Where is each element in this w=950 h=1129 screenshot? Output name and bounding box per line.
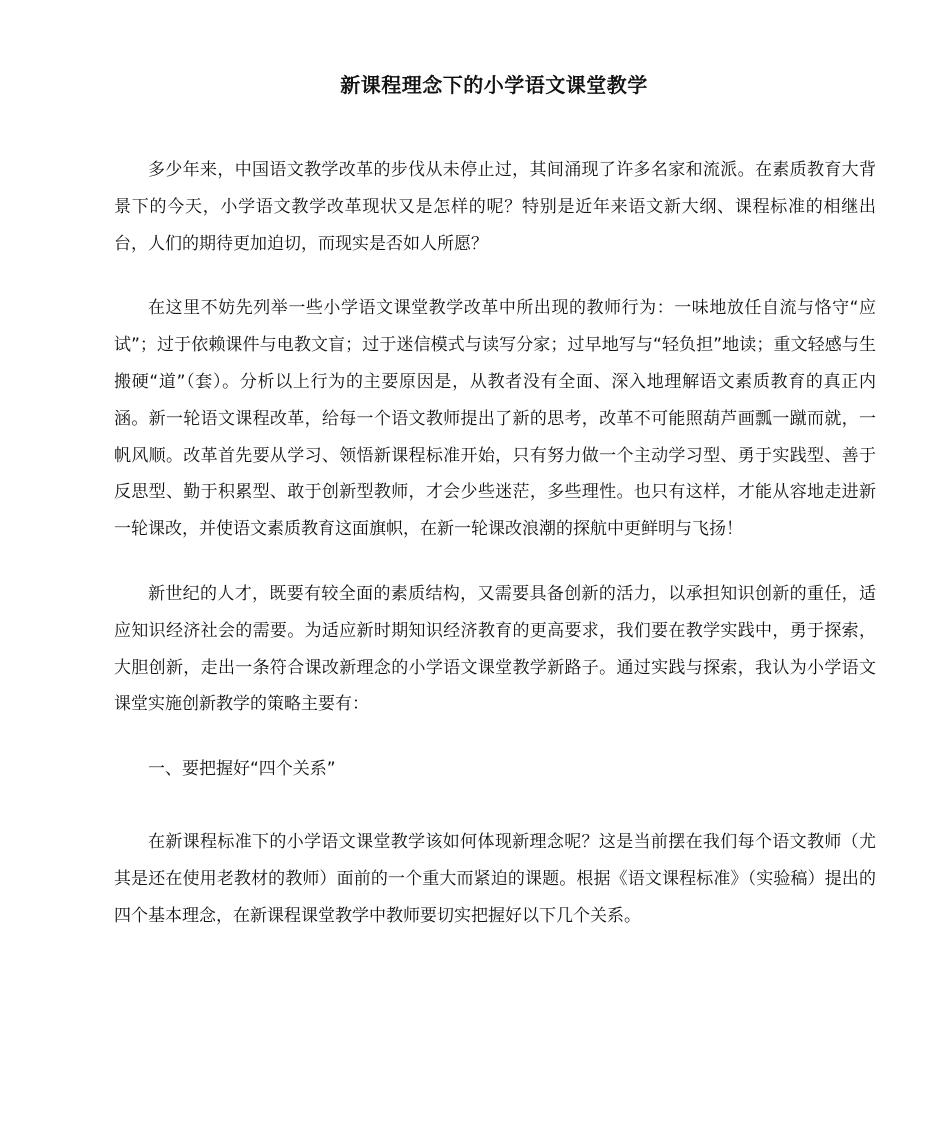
paragraph-innovation: 新世纪的人才，既要有较全面的素质结构，又需要具备创新的活力，以承担知识创新的重任，适应知识经济社会的需要。为适应新时期知识经济教育的更高要求，我们要在教学实践中，勇于探索，大胆创新，走出一条符合课改新理念的小学语文课堂教学新路子。通过实践与探索，我认为小学语文课堂实施创新教学的策略主要有： — [114, 583, 876, 715]
document-body — [114, 152, 876, 962]
document-title: 新课程理念下的小学语文课堂教学 — [340, 73, 648, 97]
paragraph-new-curriculum: 在新课程标准下的小学语文课堂教学该如何体现新理念呢？这是当前摆在我们每个语文教师（尤其是还在使用老教材的教师）面前的一个重大而紧迫的课题。根据《语文课程标准》（实验稿）提出的四个基本理念，在新课程课堂教学中教师要切实把握好以下几个关系。 — [114, 831, 876, 926]
paragraph-teacher-behaviors: 在这里不妨先列举一些小学语文课堂教学改革中所出现的教师行为：一味地放任自流与恪守“应试”；过于依赖课件与电教文盲；过于迷信模式与读写分家；过早地写与“轻负担”地读；重文轻感与生搬硬“道”（套）。分析以上行为的主要原因是，从教者没有全面、深入地理解语文素质教育的真正内涵。新一轮语文课程改革，给每一个语文教师提出了新的思考，改革不可能照葫芦画瓢一蹴而就，一帆风顺。改革首先要从学习、领悟新课程标准开始，只有努力做一个主动学习型、勇于实践型、善于反思型、勤于积累型、敢于创新型教师，才会少些迷茫，多些理性。也只有这样，才能从容地走进新一轮课改，并使语文素质教育这面旗帜，在新一轮课改浪潮的探航中更鲜明与飞扬！ — [114, 298, 876, 540]
section-heading-four-relations: 一、要把握好“四个关系” — [148, 759, 336, 780]
paragraph-intro: 多少年来，中国语文教学改革的步伐从未停止过，其间涌现了许多名家和流派。在素质教育大背景下的今天，小学语文教学改革现状又是怎样的呢？特别是近年来语文新大纲、课程标准的相继出台，人们的期待更加迫切，而现实是否如人所愿？ — [114, 160, 876, 254]
